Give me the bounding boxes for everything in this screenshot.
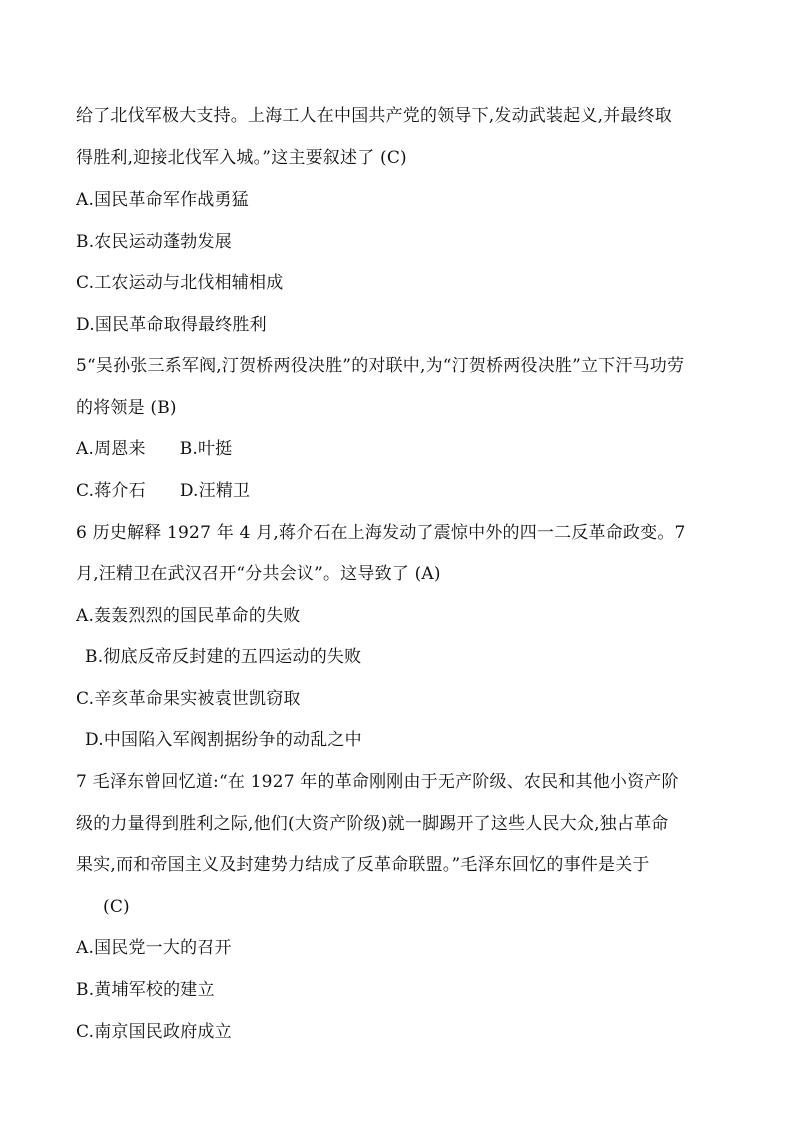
answer-label: (C) bbox=[103, 897, 130, 917]
option-c: C.南京国民政府成立 bbox=[76, 1022, 232, 1042]
question-6: 6 历史解释 1927 年 4 月,蒋介石在上海发动了震惊中外的四一二反革命政变。7 bbox=[76, 523, 686, 543]
option-row-ab bbox=[76, 437, 734, 461]
text-line: 得胜利,迎接北伐军入城。”这主要叙述了 (C) bbox=[76, 148, 407, 168]
question-7: 7 毛泽东曾回忆道:“在 1927 年的革命刚刚由于无产阶级、农民和其他小资产阶 bbox=[76, 772, 679, 792]
option-a: A.轰轰烈烈的国民革命的失败 bbox=[76, 606, 301, 626]
option-b: B.彻底反帝反封建的五四运动的失败 bbox=[85, 647, 362, 667]
text-line: 的将领是 (B) bbox=[76, 398, 177, 418]
option-d: D.中国陷入军阀割据纷争的动乱之中 bbox=[85, 730, 362, 750]
option-b: B.黄埔军校的建立 bbox=[76, 980, 215, 1000]
option-a: A.周恩来 bbox=[76, 439, 146, 459]
question-5: 5“吴孙张三系军阀,汀贺桥两役决胜”的对联中,为“汀贺桥两役决胜”立下汗马功劳 bbox=[76, 356, 685, 376]
option-b: B.叶挺 bbox=[179, 439, 233, 459]
text-line: 月,汪精卫在武汉召开“分共会议”。这导致了 (A) bbox=[76, 564, 441, 584]
option-c: C.辛亥革命果实被袁世凯窃取 bbox=[76, 689, 301, 709]
text-line: 果实,而和帝国主义及封建势力结成了反革命联盟。”毛泽东回忆的事件是关于 bbox=[76, 855, 650, 875]
text-line: 给了北伐军极大支持。上海工人在中国共产党的领导下,发动武装起义,并最终取 bbox=[76, 106, 673, 126]
option-a: A.国民党一大的召开 bbox=[76, 938, 232, 958]
option-c: C.蒋介石 bbox=[76, 481, 146, 501]
text-line: 级的力量得到胜利之际,他们(大资产阶级)就一脚踢开了这些人民大众,独占革命 bbox=[76, 814, 669, 834]
option-d: D.国民革命取得最终胜利 bbox=[76, 315, 267, 335]
option-c: C.工农运动与北伐相辅相成 bbox=[76, 273, 284, 293]
option-a: A.国民革命军作战勇猛 bbox=[76, 190, 249, 210]
option-d: D.汪精卫 bbox=[179, 481, 251, 501]
option-row-cd bbox=[76, 479, 734, 503]
option-b: B.农民运动蓬勃发展 bbox=[76, 232, 232, 252]
